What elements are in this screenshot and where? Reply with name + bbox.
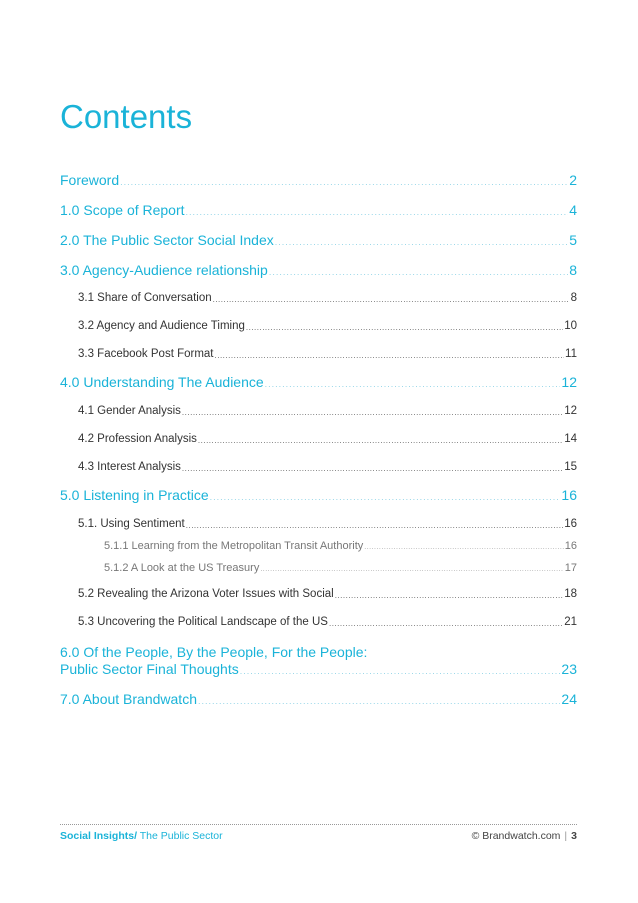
toc-entry-facebook-post-format[interactable]	[78, 346, 577, 362]
dot-leader	[329, 618, 563, 630]
toc-page-number: 23	[561, 661, 577, 677]
toc-page-number: 12	[561, 374, 577, 390]
dot-leader	[215, 350, 565, 362]
toc-label: 5.1. Using Sentiment	[78, 518, 185, 530]
footer-title	[60, 830, 223, 842]
toc-label: Public Sector Final Thoughts	[60, 661, 239, 677]
toc-page-number: 8	[570, 292, 577, 304]
dot-leader	[120, 176, 568, 188]
dot-leader	[364, 542, 563, 554]
toc-entry-agency-audience-relationship[interactable]	[60, 262, 577, 278]
toc-label: 3.1 Share of Conversation	[78, 292, 212, 304]
toc-page-number: 14	[564, 433, 577, 445]
footer-divider	[60, 824, 577, 825]
toc-page-number: 16	[561, 487, 577, 503]
toc-page-number: 18	[564, 588, 577, 600]
toc-entry-final-thoughts[interactable]	[60, 661, 577, 677]
toc-page-number: 12	[564, 405, 577, 417]
toc-page-number: 16	[564, 540, 577, 552]
toc-entry-profession-analysis[interactable]	[78, 431, 577, 447]
toc-page-number: 15	[564, 461, 577, 473]
dot-leader	[182, 407, 563, 419]
dot-leader	[182, 463, 563, 475]
toc-entry-scope-of-report[interactable]	[60, 202, 577, 218]
toc-label: 5.1.2 A Look at the US Treasury	[104, 562, 260, 574]
dot-leader	[198, 435, 563, 447]
toc-label: 7.0 About Brandwatch	[60, 691, 197, 707]
toc-entry-final-thoughts-line1[interactable]: 6.0 Of the People, By the People, For the People:	[60, 644, 368, 660]
toc-label: 5.2 Revealing the Arizona Voter Issues with Social	[78, 588, 334, 600]
page-number: 3	[571, 830, 577, 842]
dot-leader	[213, 294, 570, 306]
dot-leader	[186, 206, 569, 218]
toc-label: 4.1 Gender Analysis	[78, 405, 181, 417]
toc-page-number: 24	[561, 691, 577, 707]
toc-entry-understanding-the-audience[interactable]	[60, 374, 577, 390]
toc-entry-using-sentiment[interactable]	[78, 516, 577, 532]
toc-entry-interest-analysis[interactable]	[78, 459, 577, 475]
toc-label: 3.3 Facebook Post Format	[78, 348, 214, 360]
toc-label: 1.0 Scope of Report	[60, 202, 185, 218]
toc-entry-public-sector-social-index[interactable]	[60, 232, 577, 248]
toc-page-number: 17	[564, 562, 577, 574]
footer-site: © Brandwatch.com	[471, 830, 561, 842]
toc-label: 4.2 Profession Analysis	[78, 433, 197, 445]
page-title: Contents	[60, 98, 193, 135]
toc-label: 4.3 Interest Analysis	[78, 461, 181, 473]
toc-page-number: 4	[569, 202, 577, 218]
dot-leader	[335, 590, 564, 602]
toc-entry-agency-audience-timing[interactable]	[78, 318, 577, 334]
toc-entry-us-treasury[interactable]	[104, 560, 577, 576]
toc-page-number: 8	[569, 262, 577, 278]
toc-entry-share-of-conversation[interactable]	[78, 290, 577, 306]
toc-page-number: 2	[569, 172, 577, 188]
toc-entry-political-landscape[interactable]	[78, 614, 577, 630]
footer-separator: |	[564, 830, 568, 842]
toc-label: 4.0 Understanding The Audience	[60, 374, 264, 390]
toc-label: Foreword	[60, 172, 120, 188]
toc-page-number: 11	[565, 348, 577, 360]
toc-page-number: 16	[564, 518, 577, 530]
dot-leader	[240, 665, 561, 677]
toc-label: 3.0 Agency-Audience relationship	[60, 262, 268, 278]
footer-page-info	[472, 830, 577, 842]
dot-leader	[246, 322, 563, 334]
toc-label: 5.3 Uncovering the Political Landscape of the US	[78, 616, 328, 628]
footer-brand: Social Insights/	[60, 830, 138, 842]
toc-page-number: 10	[564, 320, 577, 332]
toc-entry-about-brandwatch[interactable]	[60, 691, 577, 707]
dot-leader	[269, 266, 568, 278]
toc-label: 5.0 Listening in Practice	[60, 487, 209, 503]
toc-entry-gender-analysis[interactable]	[78, 403, 577, 419]
dot-leader	[186, 520, 563, 532]
dot-leader	[265, 378, 561, 390]
toc-page-number: 21	[564, 616, 577, 628]
footer-subtitle: The Public Sector	[137, 830, 223, 842]
dot-leader	[210, 491, 561, 503]
toc-entry-foreword[interactable]	[60, 172, 577, 188]
toc-label: 5.1.1 Learning from the Metropolitan Transit Authority	[104, 540, 364, 552]
toc-label: 3.2 Agency and Audience Timing	[78, 320, 245, 332]
toc-entry-listening-in-practice[interactable]	[60, 487, 577, 503]
toc-entry-arizona-voter-issues[interactable]	[78, 586, 577, 602]
dot-leader	[198, 695, 560, 707]
toc-page-number: 5	[569, 232, 577, 248]
toc-entry-metropolitan-transit-authority[interactable]	[104, 538, 577, 554]
toc-label: 2.0 The Public Sector Social Index	[60, 232, 274, 248]
dot-leader	[275, 236, 568, 248]
dot-leader	[260, 564, 563, 576]
